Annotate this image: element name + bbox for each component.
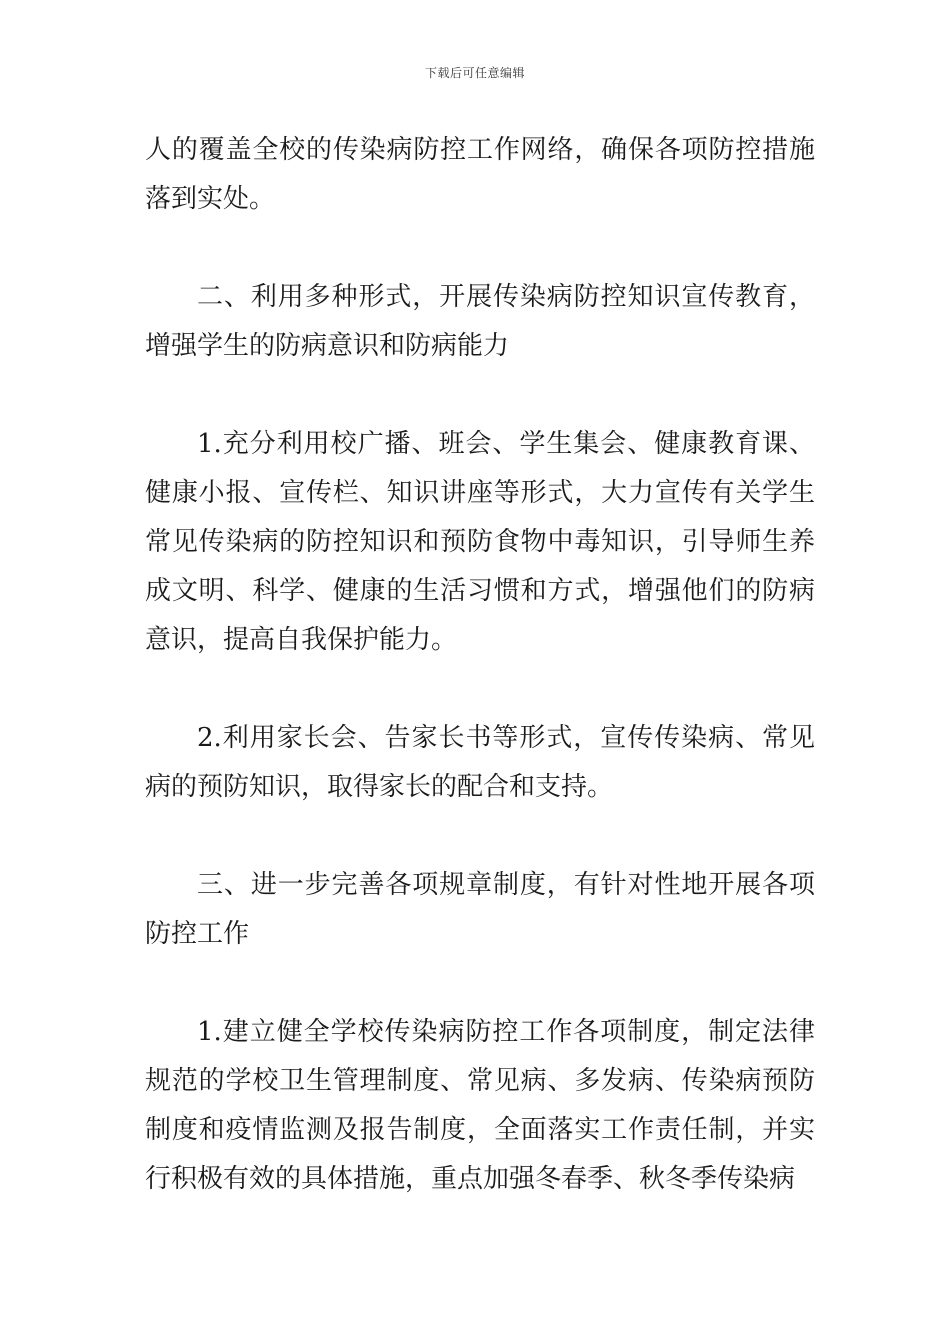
page-header: 下载后可任意编辑 xyxy=(424,66,525,80)
section-heading-regulations: 三、进一步完善各项规章制度，有针对性地开展各项防控工作 xyxy=(145,870,815,949)
paragraph-item-parent-publicity: 2.利用家长会、告家长书等形式，宣传传染病、常见病的预防知识，取得家长的配合和支持。 xyxy=(145,723,815,802)
section-heading-publicity: 二、利用多种形式，开展传染病防控知识宣传教育，增强学生的防病意识和防病能力 xyxy=(145,282,815,361)
document-body xyxy=(145,126,815,1204)
paragraph-gap xyxy=(145,812,815,861)
paragraph-gap xyxy=(145,959,815,1008)
paragraph-gap xyxy=(145,224,815,273)
paragraph-item-regulations: 1.建立健全学校传染病防控工作各项制度，制定法律规范的学校卫生管理制度、常见病、多发病、传染病预防制度和疫情监测及报告制度，全面落实工作责任制，并实行积极有效的具体措施，重点加强冬春季、秋冬季传染病 xyxy=(145,1017,815,1194)
paragraph-network: 人的覆盖全校的传染病防控工作网络，确保各项防控措施落到实处。 xyxy=(145,135,815,214)
paragraph-gap xyxy=(145,665,815,714)
paragraph-gap xyxy=(145,371,815,420)
paragraph-item-campus-publicity: 1.充分利用校广播、班会、学生集会、健康教育课、健康小报、宣传栏、知识讲座等形式，大力宣传有关学生常见传染病的防控知识和预防食物中毒知识，引导师生养成文明、科学、健康的生活习惯和方式，增强他们的防病意识，提高自我保护能力。 xyxy=(145,429,815,655)
